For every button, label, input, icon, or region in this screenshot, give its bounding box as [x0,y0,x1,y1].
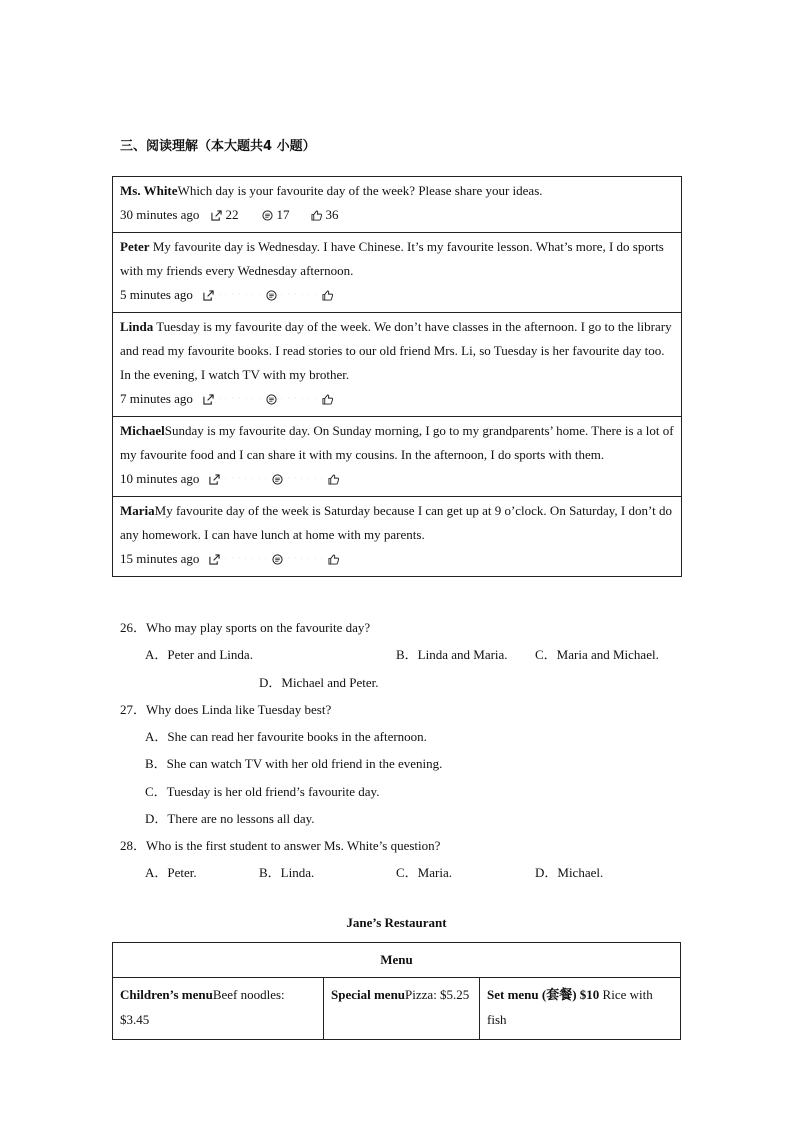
answer-option[interactable]: B．Linda. [259,865,315,880]
answer-option[interactable]: D．Michael and Peter. [259,675,379,690]
menu-cell-set [480,978,680,1040]
blank-placeholder: · · · · · · [280,290,318,299]
answer-option[interactable]: A．She can read her favourite books in the afternoon. [145,729,427,744]
post-author: Ms. White [120,183,178,198]
menu-table [112,942,681,1040]
post-text: My favourite day of the week is Saturday because I can get up at 9 o’clock. On Saturday, I don’t do any homework. I can have lunch at home with my parents. [120,503,672,542]
like-icon[interactable] [322,394,333,405]
like-icon[interactable] [322,290,333,301]
post-author: Peter [120,239,150,254]
forum-post [113,177,681,233]
like-icon[interactable] [328,554,339,565]
forum-post [113,313,681,417]
blank-placeholder: · · · · · · · [224,474,269,483]
restaurant-title: Jane’s Restaurant [346,915,447,930]
post-text: Sunday is my favourite day. On Sunday morning, I go to my grandparents’ home. There is a lot of my favourite food and I can share it with my cousins. In the afternoon, I do sports with them. [120,423,674,462]
menu-cell-label: Children’s menu [120,987,213,1002]
forum-post [113,417,681,497]
post-author: Maria [120,503,155,518]
menu-row [113,978,680,1040]
answer-option[interactable]: A．Peter and Linda. [145,647,253,662]
forum-post [113,233,681,313]
post-text: My favourite day is Wednesday. I have Chinese. It’s my favourite lesson. What’s more, I do sports with my friends every Wednesday afternoon. [120,239,664,278]
section-title: 三、阅读理解（本大题共4 小题） [120,139,316,154]
menu-cell-label: Special menu [331,987,406,1002]
post-time: 15 minutes ago [120,551,200,566]
share-count: 22 [225,207,239,222]
forum-post [113,497,681,576]
answer-option[interactable]: C．Maria and Michael. [535,647,659,662]
blank-placeholder: · · · · · · [287,474,325,483]
post-meta [120,283,674,307]
menu-header: Menu [113,943,680,978]
blank-placeholder: · · · · · · [287,554,325,563]
comment-icon[interactable] [272,554,283,565]
like-icon[interactable] [311,210,322,221]
share-icon[interactable] [203,394,214,405]
menu-cell-children [113,978,324,1040]
answer-option[interactable]: B．She can watch TV with her old friend in the evening. [145,756,443,771]
menu-cell-text: Pizza: $5.25 [405,987,470,1002]
question-stem: 26．Who may play sports on the favourite day? [120,620,371,635]
question-stem: 27．Why does Linda like Tuesday best? [120,702,332,717]
answer-option[interactable]: A．Peter. [145,865,197,880]
answer-option[interactable]: D．There are no lessons all day. [145,811,315,826]
answer-option[interactable]: C．Maria. [396,865,452,880]
menu-cell-label: Set menu (套餐) $10 [487,987,600,1002]
like-count: 36 [325,207,339,222]
comment-icon[interactable] [266,394,277,405]
answer-option[interactable]: C．Tuesday is her old friend’s favourite day. [145,784,380,799]
comment-icon[interactable] [262,210,273,221]
share-icon[interactable] [209,474,220,485]
comment-icon[interactable] [266,290,277,301]
post-text: Which day is your favourite day of the week? Please share your ideas. [177,183,543,198]
question-stem: 28．Who is the first student to answer Ms. White’s question? [120,838,441,853]
blank-placeholder: · · · · · · [280,394,318,403]
post-time: 7 minutes ago [120,391,193,406]
like-icon[interactable] [328,474,339,485]
post-time: 30 minutes ago [120,207,200,222]
comment-icon[interactable] [272,474,283,485]
share-icon[interactable] [203,290,214,301]
blank-placeholder: · · · · · · · [217,394,262,403]
menu-cell-text: Beef noodles: $3.45 [120,987,285,1027]
menu-cell-special [324,978,480,1040]
answer-option[interactable]: B．Linda and Maria. [396,647,508,662]
post-time: 10 minutes ago [120,471,200,486]
post-text: Tuesday is my favourite day of the week. We don’t have classes in the afternoon. I go to the library and read my favourite books. I read stories to our old friend Mrs. Li, so Tuesday is her favourite day too. In the evening, I watch TV with my brother. [120,319,672,382]
post-meta [120,203,674,227]
post-meta [120,387,674,411]
share-icon[interactable] [209,554,220,565]
post-time: 5 minutes ago [120,287,193,302]
answer-option[interactable]: D．Michael. [535,865,604,880]
comment-count: 17 [276,207,290,222]
post-author: Michael [120,423,165,438]
post-author: Linda [120,319,154,334]
blank-placeholder: · · · · · · · [224,554,269,563]
forum-posts [112,176,682,577]
post-meta [120,467,674,491]
share-icon[interactable] [211,210,222,221]
post-meta [120,547,674,571]
blank-placeholder: · · · · · · · [217,290,262,299]
menu-cell-text: Rice with fish [487,987,653,1027]
